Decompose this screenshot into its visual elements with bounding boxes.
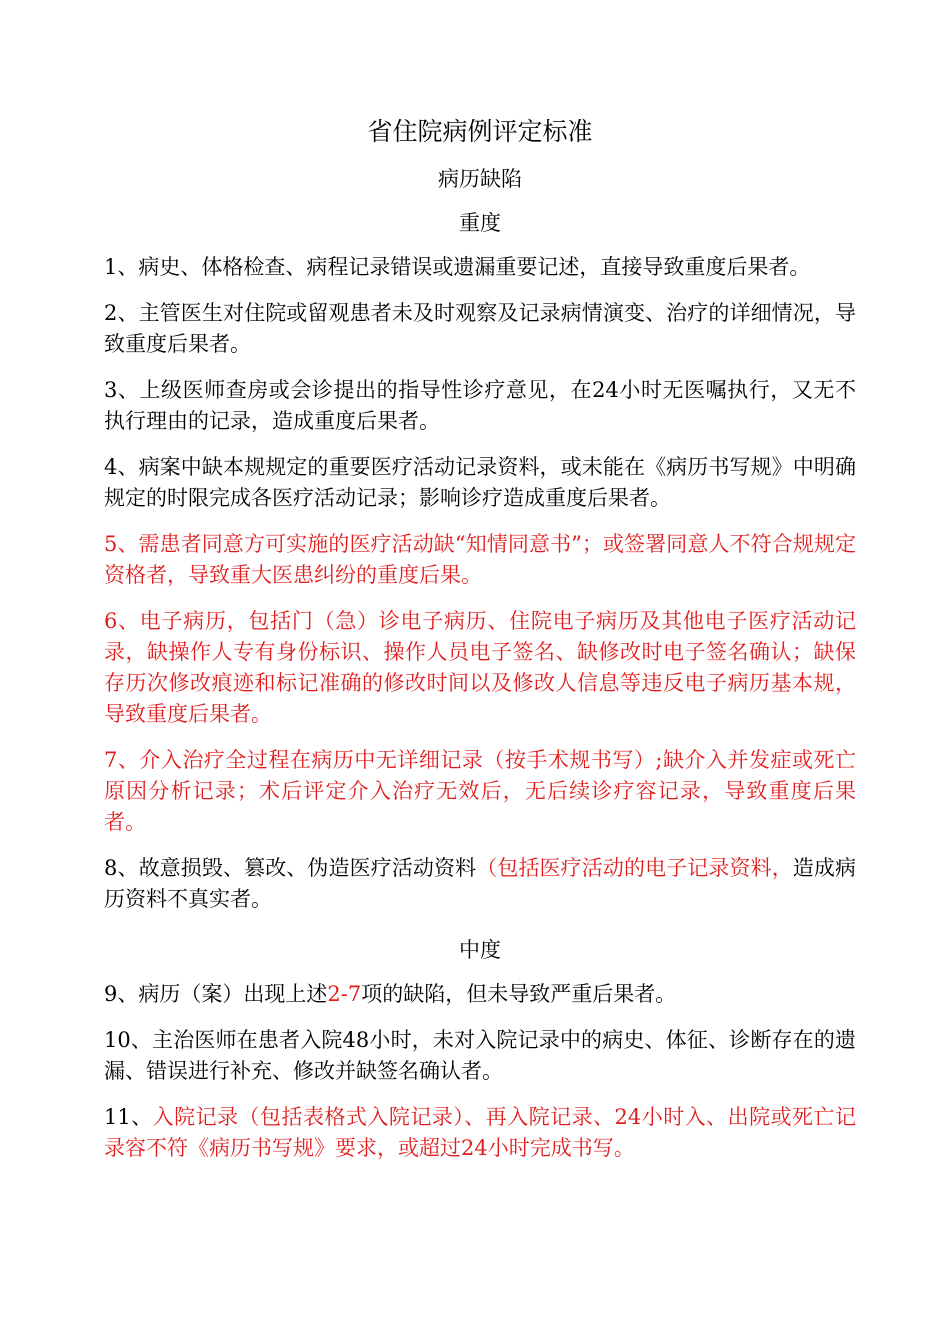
criterion-8-text: 8、故意损毁、篡改、伪造医疗活动资料 [104, 856, 477, 880]
criterion-11 [104, 1102, 856, 1164]
criterion-2: 2、主管医生对住院或留观患者未及时观察及记录病情演变、治疗的详细情况，导致重度后果者。 [104, 301, 856, 356]
criterion-6: 6、电子病历，包括门（急）诊电子病历、住院电子病历及其他电子医疗活动记录，缺操作人专有身份标识、操作人员电子签名、缺修改时电子签名确认；缺保存历次修改痕迹和标记准确的修改时间以及修改人信息等违反电子病历基本规，导致重度后果者。 [104, 609, 856, 726]
criterion-8-highlight: （包括医疗活动的电子记录资料， [476, 856, 793, 880]
severe-heading: 重度 [459, 211, 501, 235]
criterion-8 [104, 853, 856, 915]
criterion-3: 3、上级医师查房或会诊提出的指导性诊疗意见，在24小时无医嘱执行，又无不执行理由的记录，造成重度后果者。 [104, 378, 856, 433]
document-page [104, 112, 856, 1179]
criterion-1: 1、病史、体格检查、病程记录错误或遗漏重要记述，直接导致重度后果者。 [104, 255, 811, 279]
criterion-11-highlight: 入院记录（包括表格式入院记录）、再入院记录、24小时入、出院或死亡记录容不符《病历书写规》要求，或超过24小时完成书写。 [104, 1105, 856, 1160]
moderate-heading: 中度 [459, 938, 501, 962]
criterion-8-tail: 造成病历资料不真实者。 [104, 856, 857, 911]
criterion-10: 10、主治医师在患者入院48小时，未对入院记录中的病史、体征、诊断存在的遗漏、错误进行补充、修改并缺签名确认者。 [104, 1028, 856, 1083]
criterion-9-text: 9、病历（案）出现上述 [104, 982, 328, 1006]
document-title: 省住院病例评定标准 [367, 117, 593, 146]
criterion-9-highlight: 2-7 [327, 982, 362, 1006]
section-heading: 病历缺陷 [438, 167, 522, 191]
criterion-9 [104, 979, 856, 1010]
criterion-9-tail: 项的缺陷，但未导致严重后果者。 [361, 982, 677, 1006]
criterion-7: 7、介入治疗全过程在病历中无详细记录（按手术规书写）;缺介入并发症或死亡原因分析记录；术后评定介入治疗无效后，无后续诊疗容记录，导致重度后果者。 [104, 748, 856, 834]
criterion-11-number: 11、 [104, 1105, 153, 1129]
criterion-4: 4、病案中缺本规规定的重要医疗活动记录资料，或未能在《病历书写规》中明确规定的时限完成各医疗活动记录；影响诊疗造成重度后果者。 [104, 455, 856, 510]
criterion-5: 5、需患者同意方可实施的医疗活动缺“知情同意书”；或签署同意人不符合规规定资格者，导致重大医患纠纷的重度后果。 [104, 532, 856, 587]
